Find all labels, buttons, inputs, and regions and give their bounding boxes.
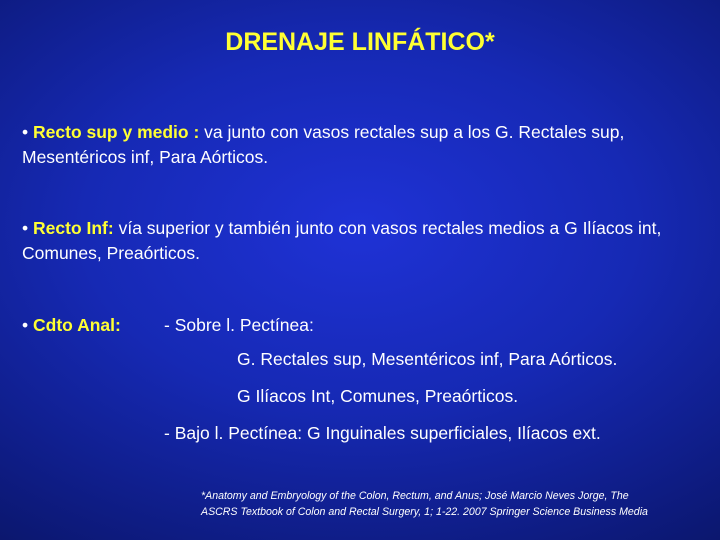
- bullet-recto-inf: [22, 216, 698, 266]
- bullet-marker: •: [22, 218, 29, 238]
- bullet-label: Recto sup y medio :: [33, 122, 200, 142]
- bullet-label: Recto Inf:: [33, 218, 114, 238]
- bullet-text: va junto con vasos rectales sup a los G. Rectales sup, Mesentéricos inf, Para Aórticos.: [22, 122, 625, 167]
- bullet-recto-sup-medio: [22, 120, 698, 170]
- bullet-marker: •: [22, 315, 29, 335]
- reference-footnote: [201, 488, 716, 520]
- bullet-text: vía superior y también junto con vasos rectales medios a G Ilíacos int, Comunes, Preaórticos.: [22, 218, 662, 263]
- slide-title: DRENAJE LINFÁTICO*: [225, 28, 495, 56]
- bullet-marker: •: [22, 122, 29, 142]
- sub-bajo-pectinea: - Bajo l. Pectínea: G Inguinales superficiales, Ilíacos ext.: [164, 423, 601, 443]
- bullet-cdto-anal: [22, 313, 121, 338]
- reference-line-2: ASCRS Textbook of Colon and Rectal Surgery, 1; 1-22. 2007 Springer Science Business Media: [201, 506, 648, 518]
- sub-sobre-line1: G. Rectales sup, Mesentéricos inf, Para Aórticos.: [237, 349, 618, 369]
- reference-line-1: *Anatomy and Embryology of the Colon, Rectum, and Anus; José Marcio Neves Jorge, The: [201, 490, 629, 502]
- bullet-label: Cdto Anal:: [33, 315, 121, 335]
- sub-sobre-line2: G Ilíacos Int, Comunes, Preaórticos.: [237, 386, 519, 406]
- sub-sobre-pectinea: - Sobre l. Pectínea:: [164, 315, 314, 335]
